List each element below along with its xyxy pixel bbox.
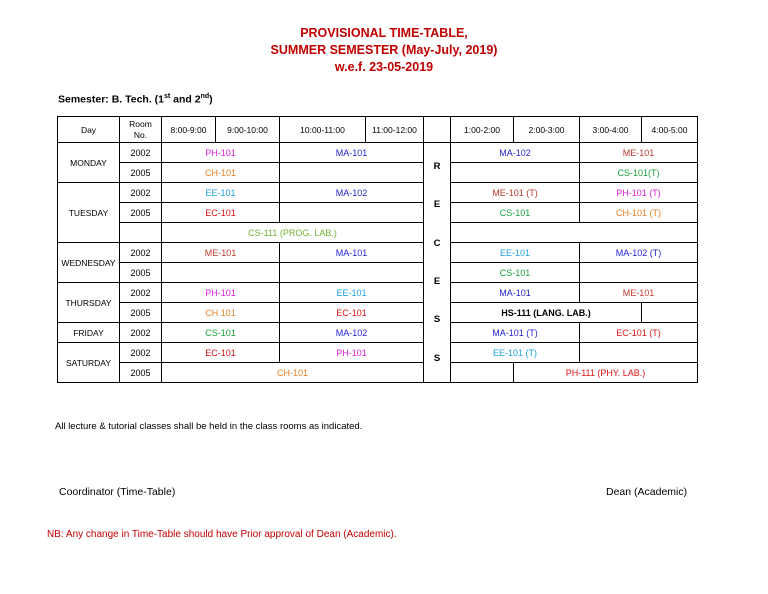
- room-cell: 2002: [120, 343, 162, 363]
- room-cell: 2002: [120, 243, 162, 263]
- col-slot: 2:00-3:00: [514, 117, 580, 143]
- table-row: [58, 183, 698, 203]
- lab-entry: HS-111 (LANG. LAB.): [451, 303, 642, 323]
- class-entry: CS-101: [451, 263, 580, 283]
- class-entry: MA-101: [280, 143, 424, 163]
- class-entry: EC-101: [162, 203, 280, 223]
- coordinator-signature: Coordinator (Time-Table): [59, 486, 176, 498]
- empty-cell: [642, 303, 698, 323]
- col-room: Room No.: [120, 117, 162, 143]
- class-entry: EC-101 (T): [580, 323, 698, 343]
- class-entry: ME-101: [580, 143, 698, 163]
- class-entry: MA-102: [280, 323, 424, 343]
- header-row: [58, 117, 698, 143]
- class-entry: MA-102: [451, 143, 580, 163]
- recess-letter: R: [433, 161, 441, 173]
- class-entry: EE-101 (T): [451, 343, 580, 363]
- col-slot: 8:00-9:00: [162, 117, 216, 143]
- empty-cell: [580, 263, 698, 283]
- table-row: [58, 163, 698, 183]
- recess-letter: C: [433, 237, 441, 249]
- table-row: [58, 363, 698, 383]
- col-day: Day: [58, 117, 120, 143]
- recess-letter: E: [433, 199, 441, 211]
- day-cell: SATURDAY: [58, 343, 120, 383]
- class-entry: ME-101: [162, 243, 280, 263]
- recess-column: [424, 143, 451, 383]
- class-entry: CH-101: [162, 363, 424, 383]
- footer-note: All lecture & tutorial classes shall be held in the class rooms as indicated.: [55, 421, 363, 432]
- col-slot: 10:00-11:00: [280, 117, 366, 143]
- title-line-1: PROVISIONAL TIME-TABLE,: [300, 26, 468, 40]
- class-entry: PH-111 (PHY. LAB.): [514, 363, 698, 383]
- table-row: [58, 143, 698, 163]
- class-entry: MA-102 (T): [580, 243, 698, 263]
- nb-note: NB: Any change in Time-Table should have Prior approval of Dean (Academic).: [47, 529, 397, 540]
- table-row: [58, 243, 698, 263]
- class-entry: EE-101: [280, 283, 424, 303]
- title-line-2: SUMMER SEMESTER (May-July, 2019): [270, 43, 498, 57]
- class-entry: EE-101: [162, 183, 280, 203]
- table-row: [58, 343, 698, 363]
- room-cell: 2005: [120, 163, 162, 183]
- empty-cell: [280, 203, 424, 223]
- col-slot: 9:00-10:00: [216, 117, 280, 143]
- col-slot: 11:00-12:00: [366, 117, 424, 143]
- table-row: [58, 303, 698, 323]
- class-entry: EC-101: [280, 303, 424, 323]
- room-cell: 2005: [120, 303, 162, 323]
- class-entry: CH 101: [162, 303, 280, 323]
- recess-letter: S: [433, 314, 441, 326]
- empty-cell: [280, 263, 424, 283]
- recess-letter: S: [433, 352, 441, 364]
- class-entry: PH-101: [162, 143, 280, 163]
- day-cell: MONDAY: [58, 143, 120, 183]
- day-cell: THURSDAY: [58, 283, 120, 323]
- room-cell: 2002: [120, 323, 162, 343]
- table-row: [58, 283, 698, 303]
- class-entry: CS-101: [451, 203, 580, 223]
- class-entry: EE-101: [451, 243, 580, 263]
- day-cell: TUESDAY: [58, 183, 120, 243]
- table-row: [58, 223, 698, 243]
- day-cell: WEDNESDAY: [58, 243, 120, 283]
- class-entry: CS-111 (PROG. LAB.): [162, 223, 424, 243]
- empty-cell: [451, 163, 580, 183]
- empty-cell: [580, 343, 698, 363]
- class-entry: CS-101: [162, 323, 280, 343]
- room-cell: 2005: [120, 203, 162, 223]
- room-cell: 2002: [120, 183, 162, 203]
- empty-cell: [162, 263, 280, 283]
- table-row: [58, 323, 698, 343]
- room-cell: 2005: [120, 363, 162, 383]
- class-entry: EC-101: [162, 343, 280, 363]
- room-cell: 2002: [120, 283, 162, 303]
- empty-cell: [280, 163, 424, 183]
- class-entry: PH-101: [280, 343, 424, 363]
- class-entry: CH-101: [162, 163, 280, 183]
- day-cell: FRIDAY: [58, 323, 120, 343]
- empty-cell: [451, 223, 698, 243]
- class-entry: MA-101 (T): [451, 323, 580, 343]
- class-entry: MA-101: [280, 243, 424, 263]
- class-entry: MA-102: [280, 183, 424, 203]
- col-slot: 1:00-2:00: [451, 117, 514, 143]
- class-entry: ME-101 (T): [451, 183, 580, 203]
- class-entry: PH-101 (T): [580, 183, 698, 203]
- class-entry: MA-101: [451, 283, 580, 303]
- class-entry: PH-101: [162, 283, 280, 303]
- room-cell: 2005: [120, 263, 162, 283]
- empty-cell: [451, 363, 514, 383]
- table-row: [58, 203, 698, 223]
- col-slot: 3:00-4:00: [580, 117, 642, 143]
- class-entry: CH-101 (T): [580, 203, 698, 223]
- title-line-3: w.e.f. 23-05-2019: [334, 60, 434, 74]
- room-cell: 2002: [120, 143, 162, 163]
- room-cell: [120, 223, 162, 243]
- dean-signature: Dean (Academic): [606, 486, 688, 498]
- col-recess: [424, 117, 451, 143]
- recess-letter: E: [433, 276, 441, 288]
- class-entry: CS-101(T): [580, 163, 698, 183]
- col-slot: 4:00-5:00: [642, 117, 698, 143]
- table-row: [58, 263, 698, 283]
- timetable: [57, 116, 698, 383]
- class-entry: ME-101: [580, 283, 698, 303]
- semester-label: Semester: B. Tech. (1st and 2nd): [58, 93, 213, 106]
